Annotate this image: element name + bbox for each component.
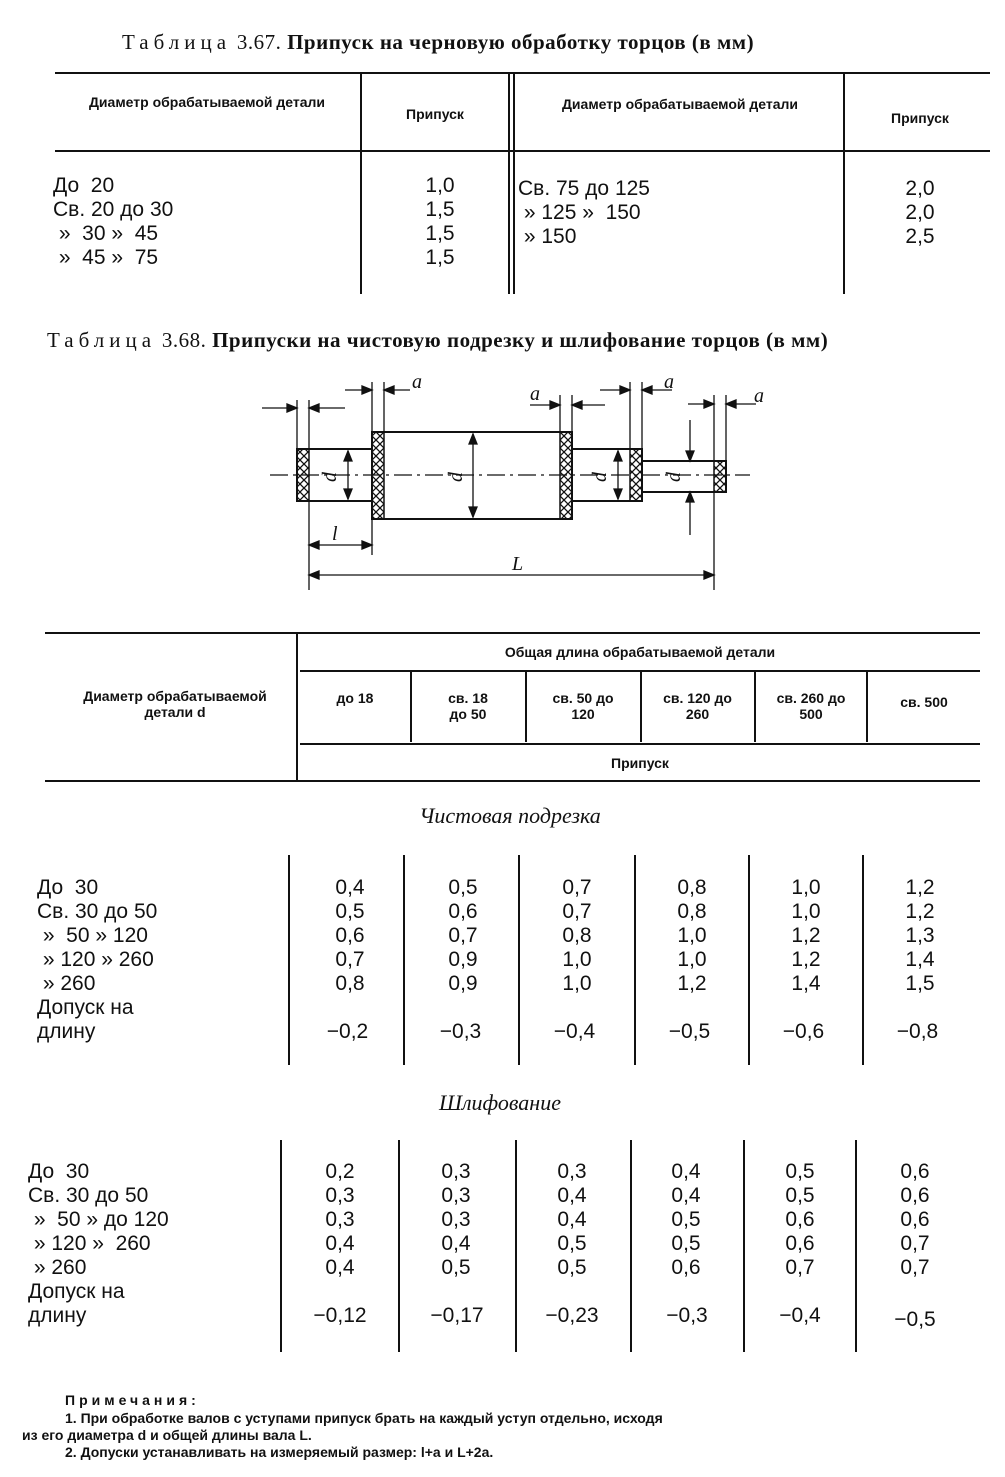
value-cell: 0,6 xyxy=(900,1208,930,1231)
column-divider xyxy=(630,1140,632,1352)
value-cell: 0,7 xyxy=(900,1232,930,1255)
value-cell: 0,5 xyxy=(557,1232,587,1255)
value-cell: 0,6 xyxy=(671,1256,701,1279)
table-67-header-diameter: Диаметр обрабатываемой детали xyxy=(561,96,799,112)
allowance-value: 1,5 xyxy=(425,198,455,221)
value-cell: 0,6 xyxy=(448,900,478,923)
tolerance-cell: −0,8 xyxy=(896,1020,939,1043)
column-divider xyxy=(754,672,756,742)
notes-line: из его диаметра d и общей длины вала L. xyxy=(22,1427,312,1443)
value-cell: 0,9 xyxy=(448,948,478,971)
value-cell: 0,3 xyxy=(557,1160,587,1183)
section-2-column xyxy=(875,1160,955,1280)
row-header: Диаметр обрабатываемой детали d xyxy=(83,688,267,720)
value-cell: 0,8 xyxy=(335,972,365,995)
dim-label-l: l xyxy=(332,523,338,545)
value-cell: 0,3 xyxy=(325,1208,355,1231)
sub-header: Припуск xyxy=(611,755,669,771)
value-cell: 0,7 xyxy=(900,1256,930,1279)
row-label: длину xyxy=(28,1304,87,1327)
value-cell: 0,7 xyxy=(785,1256,815,1279)
section-2-column xyxy=(300,1160,380,1280)
row-label: Св. 75 до 125 xyxy=(518,177,650,200)
group-header: Общая длина обрабатываемой детали xyxy=(504,644,776,660)
tolerance-cell: −0,5 xyxy=(668,1020,711,1043)
column-divider xyxy=(855,1140,857,1352)
value-cell: 0,8 xyxy=(677,876,707,899)
dim-label-d: d xyxy=(319,472,341,482)
column-divider xyxy=(403,855,405,1065)
section-1-column xyxy=(766,876,846,996)
section-2-column xyxy=(646,1160,726,1280)
value-cell: 0,9 xyxy=(448,972,478,995)
row-label: Св. 20 до 30 xyxy=(53,198,174,221)
value-cell: 1,0 xyxy=(791,900,821,923)
table-67-header-allowance: Припуск xyxy=(891,110,949,126)
tolerance-cell: −0,4 xyxy=(779,1304,821,1327)
value-cell: 0,4 xyxy=(557,1184,587,1207)
value-cell: 0,4 xyxy=(557,1208,587,1231)
tolerance-cell: −0,17 xyxy=(430,1304,484,1327)
section-2-column xyxy=(532,1160,612,1280)
value-cell: 0,5 xyxy=(441,1256,471,1279)
value-cell: 1,4 xyxy=(905,948,935,971)
tolerance-cell: −0,6 xyxy=(782,1020,825,1043)
value-cell: 0,4 xyxy=(671,1184,701,1207)
value-cell: 0,5 xyxy=(785,1184,815,1207)
row-label: Допуск на xyxy=(28,1280,125,1303)
value-cell: 0,7 xyxy=(335,948,365,971)
caption-number: 3.67. xyxy=(236,30,282,54)
value-cell: 0,3 xyxy=(441,1208,471,1231)
row-label: До 30 xyxy=(28,1160,90,1183)
allowance-layer xyxy=(714,461,726,492)
value-cell: 0,5 xyxy=(335,900,365,923)
row-label: » 125 » 150 xyxy=(518,201,641,224)
column-header: св. 18 до 50 xyxy=(448,690,488,722)
tolerance-cell: −0,4 xyxy=(553,1020,596,1043)
tolerance-cell: −0,23 xyxy=(545,1304,599,1327)
value-cell: 0,7 xyxy=(448,924,478,947)
row-label: » 50 » 120 xyxy=(37,924,148,947)
value-cell: 0,4 xyxy=(325,1232,355,1255)
allowance-value: 1,5 xyxy=(425,246,455,269)
notes-line: 2. Допуски устанавливать на измеряемый размер: l+a и L+2a. xyxy=(65,1444,494,1460)
value-cell: 0,4 xyxy=(325,1256,355,1279)
row-label: Допуск на xyxy=(37,996,134,1019)
value-cell: 0,3 xyxy=(325,1184,355,1207)
row-label: » 120 » 260 xyxy=(37,948,154,971)
section-1-column xyxy=(310,876,390,996)
caption-title: Припуск на черновую обработку торцов (в мм) xyxy=(287,30,755,54)
table-67-header-diameter: Диаметр обрабатываемой детали xyxy=(88,94,326,110)
dim-label-a: a xyxy=(530,383,540,405)
column-divider xyxy=(743,1140,745,1352)
caption-title: Припуски на чистовую подрезку и шлифование торцов (в мм) xyxy=(212,328,829,352)
value-cell: 1,4 xyxy=(791,972,821,995)
section-1-column xyxy=(652,876,732,996)
row-label: До 30 xyxy=(37,876,99,899)
dim-label-d: d xyxy=(445,472,467,482)
column-divider xyxy=(518,855,520,1065)
value-cell: 1,0 xyxy=(677,948,707,971)
column-header: св. 500 xyxy=(900,694,948,710)
tolerance-cell: −0,2 xyxy=(326,1020,369,1043)
value-cell: 0,6 xyxy=(900,1184,930,1207)
value-cell: 1,0 xyxy=(677,924,707,947)
row-label: Св. 30 до 50 xyxy=(28,1184,149,1207)
allowance-value: 2,0 xyxy=(905,201,935,224)
section-1-column xyxy=(880,876,960,996)
dim-label-L: L xyxy=(512,553,524,575)
dim-label-a: a xyxy=(412,371,422,393)
allowance-value: 2,0 xyxy=(905,177,935,200)
column-divider xyxy=(862,855,864,1065)
value-cell: 0,6 xyxy=(335,924,365,947)
tolerance-cell: −0,3 xyxy=(666,1304,708,1327)
section-title-grinding: Шлифование xyxy=(439,1090,561,1115)
column-divider xyxy=(640,672,642,742)
section-2-column xyxy=(760,1160,840,1280)
column-divider xyxy=(288,855,290,1065)
section-1-column xyxy=(537,876,617,996)
table-67-header-allowance: Припуск xyxy=(406,106,464,122)
value-cell: 1,2 xyxy=(677,972,707,995)
value-cell: 0,5 xyxy=(671,1232,701,1255)
tolerance-cell: −0,3 xyxy=(439,1020,482,1043)
column-header: св. 260 до 500 xyxy=(776,690,846,722)
value-cell: 0,5 xyxy=(785,1160,815,1183)
column-divider xyxy=(634,855,636,1065)
notes-line: 1. При обработке валов с уступами припуск брать на каждый уступ отдельно, исходя xyxy=(65,1410,663,1426)
caption-number: 3.68. xyxy=(161,328,207,352)
shaft-drawing xyxy=(0,0,1005,620)
value-cell: 0,8 xyxy=(562,924,592,947)
value-cell: 0,5 xyxy=(671,1208,701,1231)
value-cell: 1,2 xyxy=(905,876,935,899)
row-label: » 120 » 260 xyxy=(28,1232,151,1255)
table-68-header-divider xyxy=(296,632,298,780)
row-label: » 30 » 45 xyxy=(53,222,159,245)
dim-label-d: d xyxy=(663,472,685,482)
value-cell: 1,2 xyxy=(791,948,821,971)
value-cell: 1,2 xyxy=(791,924,821,947)
section-1-labels xyxy=(37,876,157,1044)
value-cell: 0,6 xyxy=(900,1160,930,1183)
value-cell: 1,3 xyxy=(905,924,935,947)
column-divider xyxy=(748,855,750,1065)
value-cell: 1,5 xyxy=(905,972,935,995)
column-divider xyxy=(280,1140,282,1352)
value-cell: 0,5 xyxy=(448,876,478,899)
value-cell: 1,2 xyxy=(905,900,935,923)
table-68-header-rule xyxy=(45,780,980,782)
value-cell: 0,6 xyxy=(785,1232,815,1255)
value-cell: 0,7 xyxy=(562,900,592,923)
column-header: св. 50 до 120 xyxy=(552,690,614,722)
row-label: » 150 xyxy=(518,225,577,248)
allowance-value: 2,5 xyxy=(905,225,935,248)
row-label: Св. 30 до 50 xyxy=(37,900,158,923)
value-cell: 0,4 xyxy=(441,1232,471,1255)
table-68-top-rule xyxy=(45,632,980,634)
value-cell: 0,7 xyxy=(562,876,592,899)
value-cell: 0,6 xyxy=(785,1208,815,1231)
row-label: До 20 xyxy=(53,174,115,197)
row-label: » 50 » до 120 xyxy=(28,1208,169,1231)
value-cell: 0,2 xyxy=(325,1160,355,1183)
dim-label-a: a xyxy=(754,385,764,407)
value-cell: 1,0 xyxy=(562,972,592,995)
row-label: » 260 xyxy=(28,1256,87,1279)
value-cell: 0,4 xyxy=(335,876,365,899)
caption-word: Таблица xyxy=(47,328,157,352)
tolerance-cell: −0,12 xyxy=(313,1304,367,1327)
column-divider xyxy=(410,672,412,742)
value-cell: 1,0 xyxy=(791,876,821,899)
section-2-column xyxy=(416,1160,496,1280)
caption-word: Таблица xyxy=(122,30,232,54)
column-divider xyxy=(525,672,527,742)
dim-label-a: a xyxy=(664,371,674,393)
column-divider xyxy=(515,1140,517,1352)
value-cell: 0,3 xyxy=(441,1184,471,1207)
value-cell: 0,5 xyxy=(557,1256,587,1279)
row-label: » 260 xyxy=(37,972,96,995)
allowance-value: 1,5 xyxy=(425,222,455,245)
value-cell: 0,4 xyxy=(671,1160,701,1183)
row-label: » 45 » 75 xyxy=(53,246,159,269)
column-header: св. 120 до 260 xyxy=(663,690,732,722)
section-title-finishing: Чистовая подрезка xyxy=(419,803,601,828)
column-divider xyxy=(398,1140,400,1352)
row-label: длину xyxy=(37,1020,96,1043)
value-cell: 0,3 xyxy=(441,1160,471,1183)
value-cell: 0,8 xyxy=(677,900,707,923)
dim-label-d: d xyxy=(589,472,611,482)
section-2-labels xyxy=(28,1160,169,1328)
column-header: до 18 xyxy=(336,690,374,706)
table-68-sub-rule xyxy=(300,743,980,745)
notes-title: Примечания: xyxy=(65,1392,200,1408)
section-1-column xyxy=(423,876,503,996)
tolerance-cell: −0,5 xyxy=(894,1308,936,1331)
value-cell: 1,0 xyxy=(562,948,592,971)
allowance-value: 1,0 xyxy=(425,174,455,197)
